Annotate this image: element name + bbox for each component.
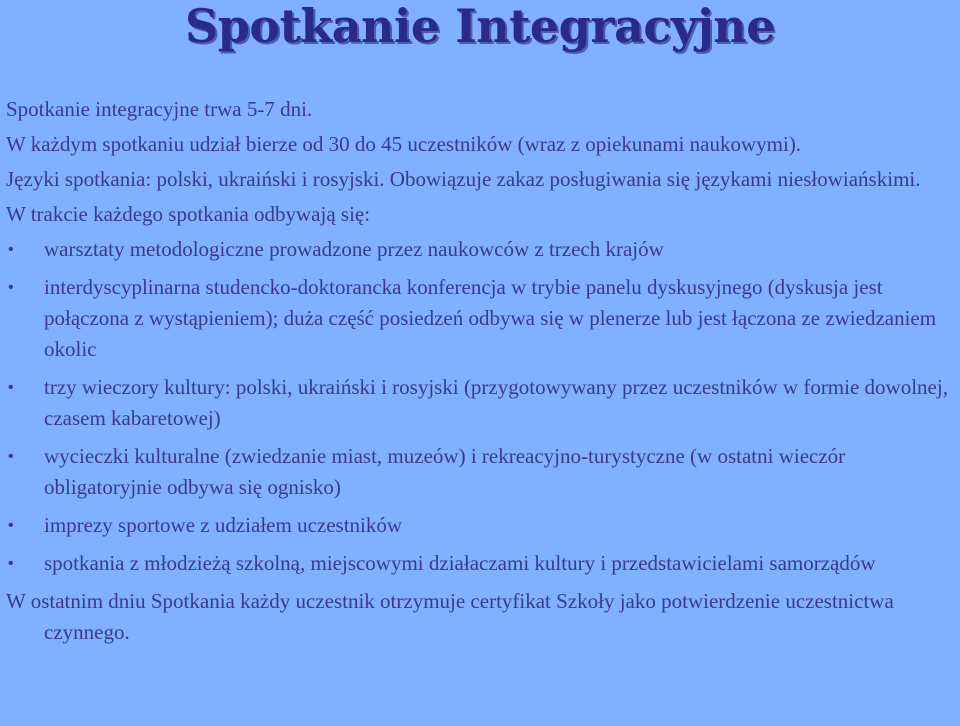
list-item [6,441,954,503]
list-item [6,510,954,541]
paragraph-languages-text: Języki spotkania: polski, ukraiński i rosyjski. Obowiązuje zakaz posługiwania się językami niesłowiańskimi. [6,167,921,191]
list-item-text: interdyscyplinarna studencko-doktorancka konferencja w trybie panelu dyskusyjnego (dyskusja jest połączona z wystąpieniem); duża część posiedzeń odbywa się w plenerze lub jest łączona ze zwiedzaniem okolic [44,275,937,361]
list-item [6,234,954,265]
slide-title: Spotkanie Integracyjne [185,0,775,53]
paragraph-closing [6,586,954,648]
list-item-text: imprezy sportowe z udziałem uczestników [44,513,403,537]
list-item-text: warsztaty metodologiczne prowadzone przez naukowców z trzech krajów [44,237,664,261]
list-item [6,548,954,579]
bullet-icon: • [8,555,14,572]
bullet-icon: • [8,279,14,296]
list-item-text: wycieczki kulturalne (zwiedzanie miast, muzeów) i rekreacyjno-turystyczne (w ostatni wieczór obligatoryjnie odbywa się ognisko) [44,444,846,499]
list-item-text: trzy wieczory kultury: polski, ukraiński i rosyjski (przygotowywany przez uczestników w formie dowolnej, czasem kabaretowej) [44,375,948,430]
bullet-icon: • [8,379,14,396]
activities-list [6,234,954,579]
paragraph-closing-text: W ostatnim dniu Spotkania każdy uczestnik otrzymuje certyfikat Szkoły jako potwierdzenie uczestnictwa czynnego. [6,589,894,644]
bullet-icon: • [8,448,14,465]
list-item-text: spotkania z młodzieżą szkolną, miejscowymi działaczami kultury i przedstawicielami samorządów [44,551,876,575]
paragraph-duration: Spotkanie integracyjne trwa 5-7 dni. [6,97,313,121]
bullet-icon: • [8,517,14,534]
paragraph-participants: W każdym spotkaniu udział bierze od 30 do 45 uczestników (wraz z opiekunami naukowymi). [6,132,802,156]
list-item [6,272,954,365]
list-item [6,372,954,434]
bullet-icon: • [8,241,14,258]
slide-body [6,94,954,655]
paragraph-languages [6,164,954,195]
paragraph-activities-intro: W trakcie każdego spotkania odbywają się: [6,202,371,226]
